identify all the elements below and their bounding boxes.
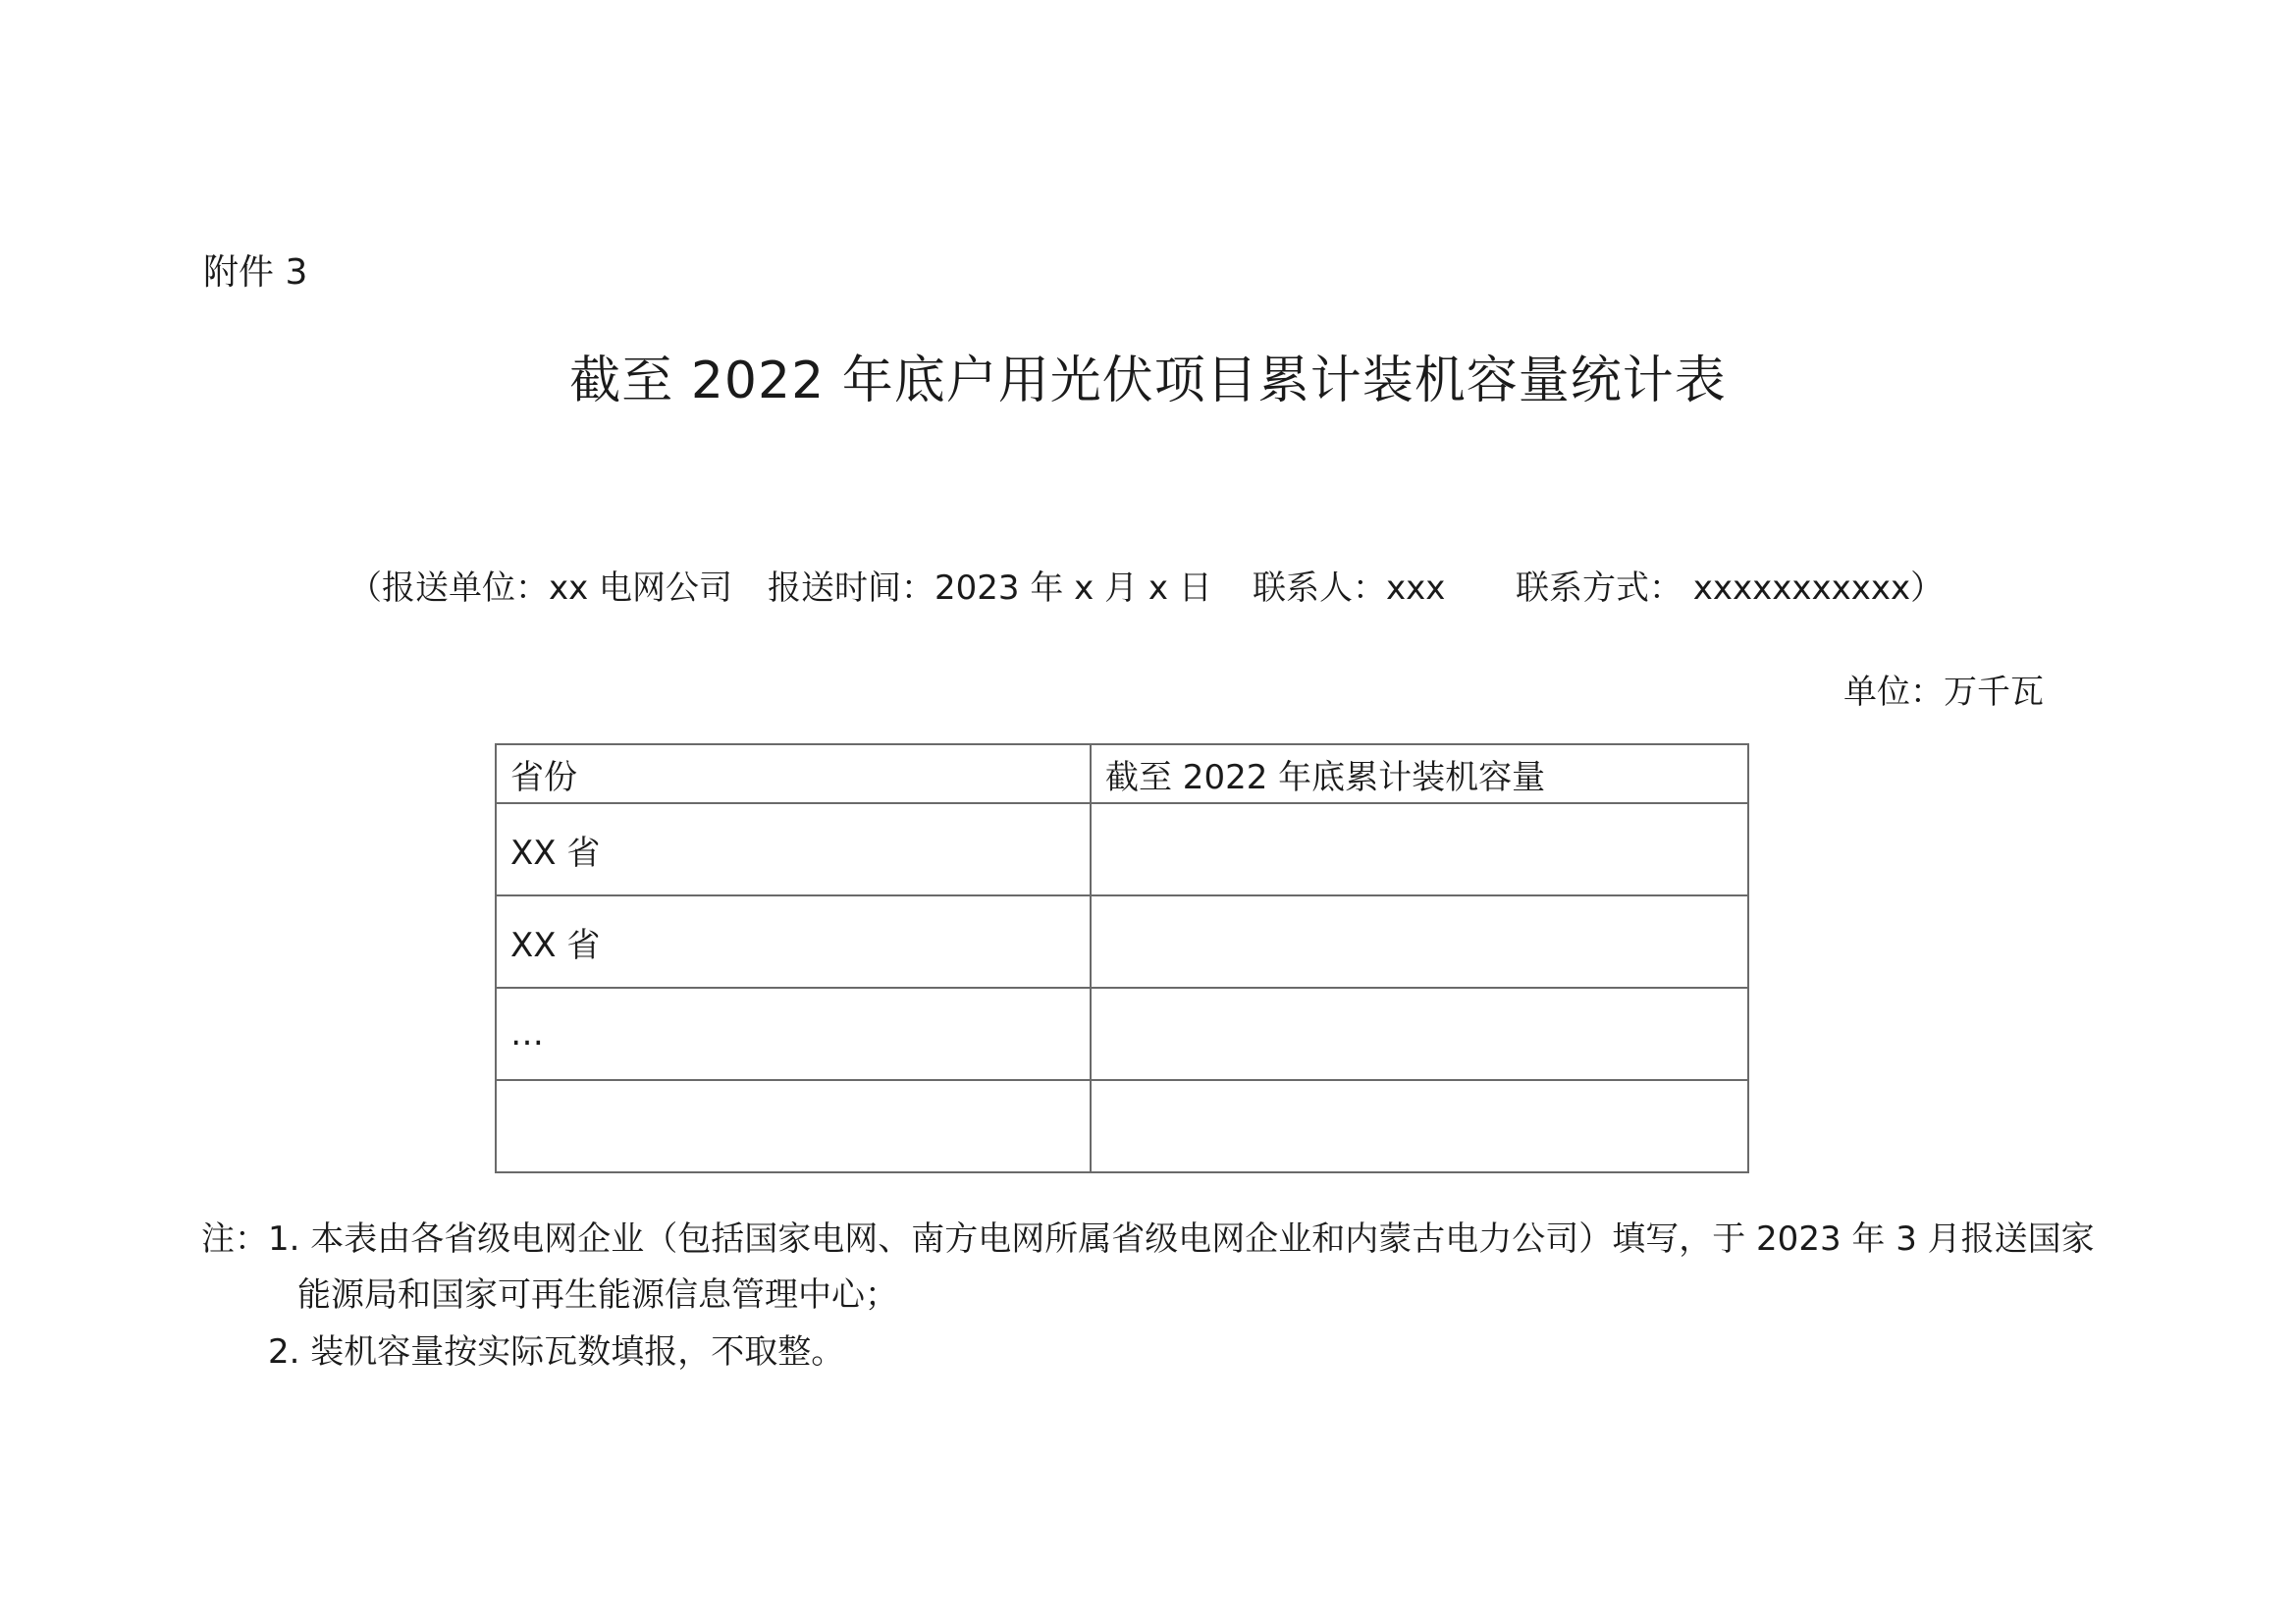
capacity-cell [1091,895,1748,988]
table-row [496,1080,1748,1172]
table-row [496,895,1748,988]
reporting-time: 报送时间：2023 年 x 月 x 日 [768,568,1212,608]
note-2: 2. 装机容量按实际瓦数填报，不取整。 [268,1332,845,1372]
notes-label: 注： [201,1219,268,1259]
capacity-cell [1091,803,1748,895]
header-capacity: 截至 2022 年底累计装机容量 [1091,744,1748,803]
table-row [496,988,1748,1080]
province-cell: … [496,988,1091,1080]
header-province: 省份 [496,744,1091,803]
capacity-cell [1091,988,1748,1080]
note-1-line-2: 能源局和国家可再生能源信息管理中心； [297,1275,898,1315]
reporting-unit: （报送单位：xx 电网公司 [348,568,733,608]
table-row [496,803,1748,895]
table-header-row [496,744,1748,803]
province-cell: XX 省 [496,803,1091,895]
province-cell: XX 省 [496,895,1091,988]
capacity-table [495,743,1749,1173]
attachment-label: 附件 3 [203,252,308,293]
page-title: 截至 2022 年底户用光伏项目累计装机容量统计表 [569,352,1727,410]
unit-label: 单位：万千瓦 [1843,673,2044,712]
capacity-cell [1091,1080,1748,1172]
contact-person: 联系人：xxx [1253,568,1446,608]
contact-phone: 联系方式： xxxxxxxxxxx） [1516,568,1945,608]
province-cell [496,1080,1091,1172]
note-1-line-1: 1. 本表由各省级电网企业（包括国家电网、南方电网所属省级电网企业和内蒙古电力公司）填写，于 2023 年 3 月报送国家 [268,1219,2095,1259]
